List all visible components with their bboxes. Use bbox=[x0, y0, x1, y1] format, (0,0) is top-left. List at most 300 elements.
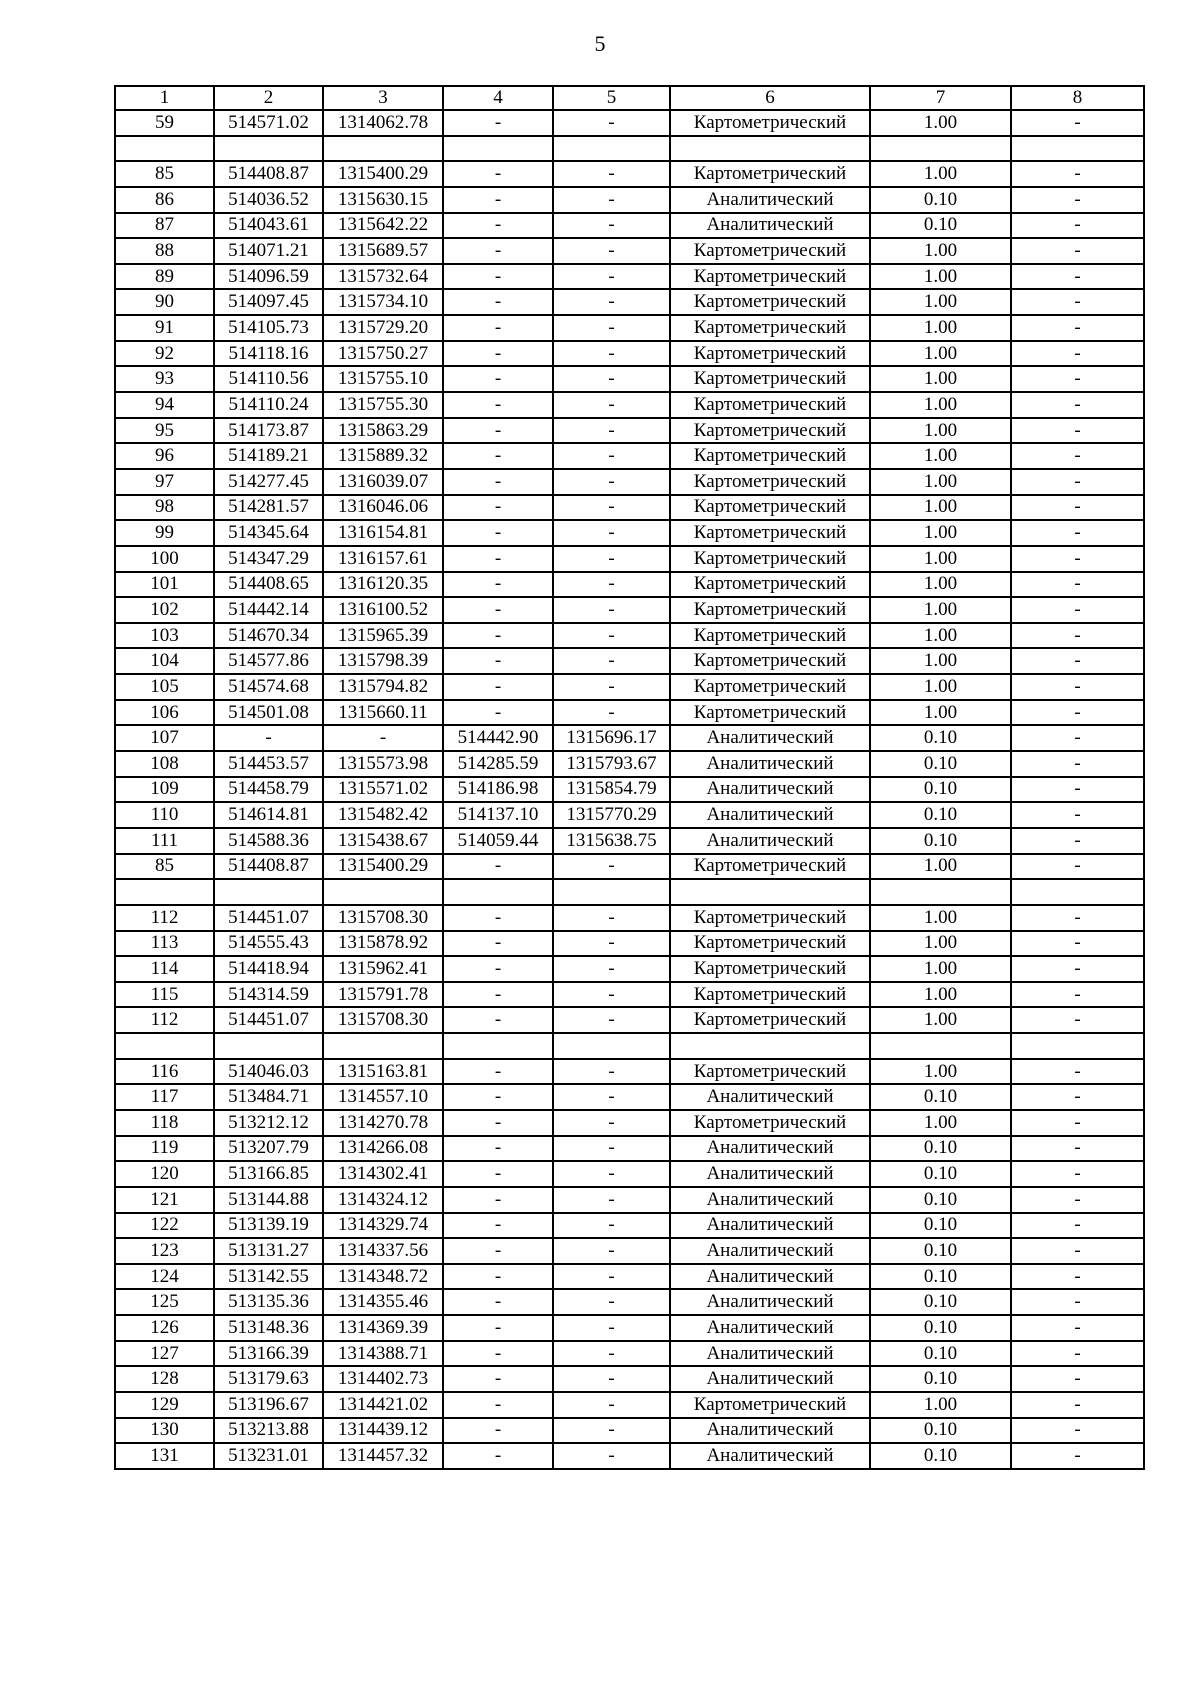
y-coordinate-cell: 1314270.78 bbox=[323, 1110, 443, 1136]
accuracy-cell: 0.10 bbox=[870, 1341, 1011, 1367]
table-row bbox=[115, 1084, 1144, 1110]
y-coordinate-cell: 1315791.78 bbox=[323, 982, 443, 1008]
x-coordinate-cell: 514453.57 bbox=[214, 751, 323, 777]
y-new-coordinate-cell: - bbox=[553, 238, 670, 264]
table-row bbox=[115, 777, 1144, 803]
table-row bbox=[115, 110, 1144, 136]
point-number-cell: 122 bbox=[115, 1213, 214, 1239]
method-cell: Картометрический bbox=[670, 1392, 870, 1418]
y-coordinate-cell: - bbox=[323, 725, 443, 751]
x-coordinate-cell bbox=[214, 1033, 323, 1059]
y-coordinate-cell: 1314329.74 bbox=[323, 1213, 443, 1239]
x-new-coordinate-cell: - bbox=[443, 1366, 553, 1392]
description-cell: - bbox=[1011, 854, 1144, 880]
y-coordinate-cell: 1315729.20 bbox=[323, 315, 443, 341]
description-cell: - bbox=[1011, 674, 1144, 700]
table-row bbox=[115, 1264, 1144, 1290]
description-cell: - bbox=[1011, 341, 1144, 367]
x-coordinate-cell: 514501.08 bbox=[214, 700, 323, 726]
y-new-coordinate-cell: - bbox=[553, 905, 670, 931]
accuracy-cell: 1.00 bbox=[870, 495, 1011, 521]
table-row bbox=[115, 648, 1144, 674]
description-cell: - bbox=[1011, 1341, 1144, 1367]
x-coordinate-cell: 514097.45 bbox=[214, 289, 323, 315]
accuracy-cell: 1.00 bbox=[870, 572, 1011, 598]
table-row bbox=[115, 1341, 1144, 1367]
x-coordinate-cell: 514614.81 bbox=[214, 802, 323, 828]
x-new-coordinate-cell: - bbox=[443, 648, 553, 674]
description-cell bbox=[1011, 1033, 1144, 1059]
point-number-cell: 109 bbox=[115, 777, 214, 803]
x-coordinate-cell: 514670.34 bbox=[214, 623, 323, 649]
y-new-coordinate-cell: - bbox=[553, 931, 670, 957]
description-cell: - bbox=[1011, 597, 1144, 623]
point-number-cell: 111 bbox=[115, 828, 214, 854]
point-number-cell: 115 bbox=[115, 982, 214, 1008]
x-new-coordinate-cell: - bbox=[443, 264, 553, 290]
method-cell: Аналитический bbox=[670, 1136, 870, 1162]
y-new-coordinate-cell bbox=[553, 136, 670, 162]
accuracy-cell: 1.00 bbox=[870, 648, 1011, 674]
y-coordinate-cell: 1315734.10 bbox=[323, 289, 443, 315]
point-number-cell: 131 bbox=[115, 1443, 214, 1469]
method-cell: Картометрический bbox=[670, 520, 870, 546]
y-coordinate-cell: 1314388.71 bbox=[323, 1341, 443, 1367]
header-row bbox=[115, 86, 1144, 110]
y-coordinate-cell: 1314421.02 bbox=[323, 1392, 443, 1418]
x-coordinate-cell: 514408.87 bbox=[214, 854, 323, 880]
method-cell: Картометрический bbox=[670, 418, 870, 444]
description-cell: - bbox=[1011, 161, 1144, 187]
y-new-coordinate-cell: - bbox=[553, 1392, 670, 1418]
y-coordinate-cell: 1314355.46 bbox=[323, 1289, 443, 1315]
x-new-coordinate-cell: - bbox=[443, 289, 553, 315]
x-coordinate-cell: 514118.16 bbox=[214, 341, 323, 367]
method-cell: Аналитический bbox=[670, 187, 870, 213]
point-number-cell: 85 bbox=[115, 161, 214, 187]
y-new-coordinate-cell: - bbox=[553, 341, 670, 367]
x-coordinate-cell: 513213.88 bbox=[214, 1418, 323, 1444]
y-coordinate-cell: 1315732.64 bbox=[323, 264, 443, 290]
description-cell: - bbox=[1011, 213, 1144, 239]
accuracy-cell: 1.00 bbox=[870, 700, 1011, 726]
description-cell: - bbox=[1011, 1059, 1144, 1085]
x-new-coordinate-cell: - bbox=[443, 1187, 553, 1213]
x-coordinate-cell: 513142.55 bbox=[214, 1264, 323, 1290]
y-new-coordinate-cell: - bbox=[553, 392, 670, 418]
y-coordinate-cell: 1315794.82 bbox=[323, 674, 443, 700]
y-coordinate-cell bbox=[323, 1033, 443, 1059]
x-new-coordinate-cell: 514442.90 bbox=[443, 725, 553, 751]
x-new-coordinate-cell: - bbox=[443, 597, 553, 623]
table-row bbox=[115, 597, 1144, 623]
table-row bbox=[115, 1033, 1144, 1059]
y-new-coordinate-cell: - bbox=[553, 1443, 670, 1469]
description-cell: - bbox=[1011, 546, 1144, 572]
accuracy-cell: 1.00 bbox=[870, 1007, 1011, 1033]
x-new-coordinate-cell: - bbox=[443, 392, 553, 418]
y-new-coordinate-cell: - bbox=[553, 418, 670, 444]
accuracy-cell: 0.10 bbox=[870, 802, 1011, 828]
accuracy-cell: 0.10 bbox=[870, 1289, 1011, 1315]
y-new-coordinate-cell: - bbox=[553, 956, 670, 982]
y-coordinate-cell: 1315798.39 bbox=[323, 648, 443, 674]
point-number-cell: 126 bbox=[115, 1315, 214, 1341]
point-number-cell: 94 bbox=[115, 392, 214, 418]
point-number-cell: 59 bbox=[115, 110, 214, 136]
x-coordinate-cell: 514189.21 bbox=[214, 443, 323, 469]
y-coordinate-cell: 1315863.29 bbox=[323, 418, 443, 444]
point-number-cell: 117 bbox=[115, 1084, 214, 1110]
method-cell bbox=[670, 136, 870, 162]
point-number-cell bbox=[115, 136, 214, 162]
accuracy-cell: 1.00 bbox=[870, 1110, 1011, 1136]
method-cell: Картометрический bbox=[670, 700, 870, 726]
table-row bbox=[115, 1213, 1144, 1239]
description-cell: - bbox=[1011, 1187, 1144, 1213]
description-cell: - bbox=[1011, 982, 1144, 1008]
table-row bbox=[115, 572, 1144, 598]
x-new-coordinate-cell: - bbox=[443, 238, 553, 264]
x-coordinate-cell: 514588.36 bbox=[214, 828, 323, 854]
y-new-coordinate-cell: - bbox=[553, 546, 670, 572]
description-cell: - bbox=[1011, 418, 1144, 444]
x-coordinate-cell: 514442.14 bbox=[214, 597, 323, 623]
x-new-coordinate-cell: - bbox=[443, 931, 553, 957]
x-coordinate-cell: 514046.03 bbox=[214, 1059, 323, 1085]
description-cell: - bbox=[1011, 777, 1144, 803]
description-cell: - bbox=[1011, 469, 1144, 495]
accuracy-cell: 0.10 bbox=[870, 777, 1011, 803]
x-new-coordinate-cell: - bbox=[443, 1315, 553, 1341]
table-row bbox=[115, 751, 1144, 777]
point-number-cell: 120 bbox=[115, 1161, 214, 1187]
column-header: 3 bbox=[323, 86, 443, 110]
accuracy-cell: 0.10 bbox=[870, 725, 1011, 751]
y-coordinate-cell: 1315400.29 bbox=[323, 161, 443, 187]
point-number-cell: 124 bbox=[115, 1264, 214, 1290]
table-row bbox=[115, 1136, 1144, 1162]
accuracy-cell bbox=[870, 136, 1011, 162]
y-new-coordinate-cell: - bbox=[553, 1084, 670, 1110]
x-new-coordinate-cell bbox=[443, 136, 553, 162]
y-new-coordinate-cell: - bbox=[553, 597, 670, 623]
y-new-coordinate-cell: - bbox=[553, 469, 670, 495]
y-coordinate-cell: 1314337.56 bbox=[323, 1238, 443, 1264]
y-new-coordinate-cell: - bbox=[553, 854, 670, 880]
y-new-coordinate-cell: - bbox=[553, 700, 670, 726]
table-row bbox=[115, 931, 1144, 957]
y-coordinate-cell: 1314302.41 bbox=[323, 1161, 443, 1187]
x-coordinate-cell: 514458.79 bbox=[214, 777, 323, 803]
point-number-cell: 130 bbox=[115, 1418, 214, 1444]
x-new-coordinate-cell: - bbox=[443, 1392, 553, 1418]
table-row bbox=[115, 289, 1144, 315]
method-cell: Картометрический bbox=[670, 161, 870, 187]
table-row bbox=[115, 546, 1144, 572]
accuracy-cell: 0.10 bbox=[870, 1238, 1011, 1264]
y-coordinate-cell: 1316046.06 bbox=[323, 495, 443, 521]
method-cell: Картометрический bbox=[670, 546, 870, 572]
accuracy-cell: 1.00 bbox=[870, 289, 1011, 315]
point-number-cell bbox=[115, 879, 214, 905]
y-coordinate-cell: 1314402.73 bbox=[323, 1366, 443, 1392]
description-cell bbox=[1011, 136, 1144, 162]
y-new-coordinate-cell: - bbox=[553, 187, 670, 213]
y-new-coordinate-cell: - bbox=[553, 110, 670, 136]
description-cell: - bbox=[1011, 725, 1144, 751]
point-number-cell: 116 bbox=[115, 1059, 214, 1085]
x-new-coordinate-cell: - bbox=[443, 1443, 553, 1469]
y-coordinate-cell bbox=[323, 136, 443, 162]
x-coordinate-cell: 514071.21 bbox=[214, 238, 323, 264]
y-new-coordinate-cell: - bbox=[553, 161, 670, 187]
y-new-coordinate-cell: - bbox=[553, 495, 670, 521]
y-coordinate-cell: 1315400.29 bbox=[323, 854, 443, 880]
table-row bbox=[115, 1392, 1144, 1418]
method-cell: Аналитический bbox=[670, 1418, 870, 1444]
accuracy-cell: 0.10 bbox=[870, 1136, 1011, 1162]
method-cell: Картометрический bbox=[670, 648, 870, 674]
method-cell: Аналитический bbox=[670, 1264, 870, 1290]
description-cell: - bbox=[1011, 1007, 1144, 1033]
method-cell: Картометрический bbox=[670, 341, 870, 367]
x-new-coordinate-cell bbox=[443, 879, 553, 905]
method-cell: Картометрический bbox=[670, 366, 870, 392]
point-number-cell: 85 bbox=[115, 854, 214, 880]
point-number-cell: 121 bbox=[115, 1187, 214, 1213]
point-number-cell: 91 bbox=[115, 315, 214, 341]
accuracy-cell: 0.10 bbox=[870, 1213, 1011, 1239]
x-new-coordinate-cell: - bbox=[443, 1341, 553, 1367]
point-number-cell: 88 bbox=[115, 238, 214, 264]
x-new-coordinate-cell: - bbox=[443, 572, 553, 598]
y-new-coordinate-cell bbox=[553, 1033, 670, 1059]
point-number-cell: 90 bbox=[115, 289, 214, 315]
method-cell: Картометрический bbox=[670, 392, 870, 418]
description-cell: - bbox=[1011, 1238, 1144, 1264]
y-coordinate-cell: 1316100.52 bbox=[323, 597, 443, 623]
table-row bbox=[115, 1187, 1144, 1213]
x-coordinate-cell: 513148.36 bbox=[214, 1315, 323, 1341]
point-number-cell: 123 bbox=[115, 1238, 214, 1264]
x-new-coordinate-cell: - bbox=[443, 1136, 553, 1162]
y-coordinate-cell: 1315708.30 bbox=[323, 1007, 443, 1033]
description-cell: - bbox=[1011, 392, 1144, 418]
y-coordinate-cell: 1315438.67 bbox=[323, 828, 443, 854]
x-coordinate-cell: 514043.61 bbox=[214, 213, 323, 239]
y-coordinate-cell: 1316039.07 bbox=[323, 469, 443, 495]
y-new-coordinate-cell: - bbox=[553, 674, 670, 700]
point-number-cell: 106 bbox=[115, 700, 214, 726]
accuracy-cell: 1.00 bbox=[870, 931, 1011, 957]
accuracy-cell: 1.00 bbox=[870, 905, 1011, 931]
method-cell: Картометрический bbox=[670, 597, 870, 623]
description-cell: - bbox=[1011, 1392, 1144, 1418]
method-cell: Картометрический bbox=[670, 238, 870, 264]
x-coordinate-cell: 514277.45 bbox=[214, 469, 323, 495]
page-number: 5 bbox=[594, 31, 606, 56]
y-new-coordinate-cell: 1315854.79 bbox=[553, 777, 670, 803]
point-number-cell: 87 bbox=[115, 213, 214, 239]
method-cell: Картометрический bbox=[670, 315, 870, 341]
x-new-coordinate-cell: - bbox=[443, 1238, 553, 1264]
point-number-cell: 92 bbox=[115, 341, 214, 367]
accuracy-cell: 1.00 bbox=[870, 443, 1011, 469]
x-new-coordinate-cell: - bbox=[443, 366, 553, 392]
accuracy-cell: 0.10 bbox=[870, 1264, 1011, 1290]
method-cell: Аналитический bbox=[670, 1213, 870, 1239]
accuracy-cell: 0.10 bbox=[870, 1161, 1011, 1187]
accuracy-cell: 0.10 bbox=[870, 828, 1011, 854]
column-header: 5 bbox=[553, 86, 670, 110]
table-row bbox=[115, 1315, 1144, 1341]
x-coordinate-cell: 514096.59 bbox=[214, 264, 323, 290]
y-coordinate-cell: 1315708.30 bbox=[323, 905, 443, 931]
table-row bbox=[115, 982, 1144, 1008]
y-new-coordinate-cell: - bbox=[553, 289, 670, 315]
x-coordinate-cell bbox=[214, 136, 323, 162]
y-new-coordinate-cell: - bbox=[553, 1238, 670, 1264]
method-cell: Аналитический bbox=[670, 1161, 870, 1187]
table-row bbox=[115, 443, 1144, 469]
x-coordinate-cell: 514451.07 bbox=[214, 1007, 323, 1033]
table-row bbox=[115, 392, 1144, 418]
y-coordinate-cell: 1315630.15 bbox=[323, 187, 443, 213]
description-cell: - bbox=[1011, 366, 1144, 392]
x-new-coordinate-cell: - bbox=[443, 110, 553, 136]
y-coordinate-cell: 1315755.10 bbox=[323, 366, 443, 392]
method-cell: Картометрический bbox=[670, 469, 870, 495]
description-cell: - bbox=[1011, 1366, 1144, 1392]
y-coordinate-cell: 1316120.35 bbox=[323, 572, 443, 598]
x-coordinate-cell: 513484.71 bbox=[214, 1084, 323, 1110]
x-new-coordinate-cell: - bbox=[443, 187, 553, 213]
method-cell: Картометрический bbox=[670, 572, 870, 598]
method-cell: Аналитический bbox=[670, 828, 870, 854]
accuracy-cell: 1.00 bbox=[870, 854, 1011, 880]
x-coordinate-cell: 514555.43 bbox=[214, 931, 323, 957]
table-row bbox=[115, 956, 1144, 982]
x-new-coordinate-cell: - bbox=[443, 443, 553, 469]
description-cell: - bbox=[1011, 1084, 1144, 1110]
description-cell: - bbox=[1011, 751, 1144, 777]
description-cell: - bbox=[1011, 1315, 1144, 1341]
y-coordinate-cell: 1314369.39 bbox=[323, 1315, 443, 1341]
accuracy-cell: 1.00 bbox=[870, 110, 1011, 136]
method-cell: Аналитический bbox=[670, 1289, 870, 1315]
table-row bbox=[115, 315, 1144, 341]
description-cell: - bbox=[1011, 931, 1144, 957]
description-cell: - bbox=[1011, 1443, 1144, 1469]
method-cell: Картометрический bbox=[670, 495, 870, 521]
x-new-coordinate-cell: 514186.98 bbox=[443, 777, 553, 803]
method-cell: Картометрический bbox=[670, 110, 870, 136]
x-coordinate-cell: 513131.27 bbox=[214, 1238, 323, 1264]
x-new-coordinate-cell: - bbox=[443, 315, 553, 341]
accuracy-cell: 0.10 bbox=[870, 1418, 1011, 1444]
x-new-coordinate-cell: - bbox=[443, 520, 553, 546]
y-coordinate-cell: 1315889.32 bbox=[323, 443, 443, 469]
x-new-coordinate-cell: - bbox=[443, 495, 553, 521]
column-header: 8 bbox=[1011, 86, 1144, 110]
description-cell: - bbox=[1011, 1264, 1144, 1290]
y-new-coordinate-cell bbox=[553, 879, 670, 905]
description-cell: - bbox=[1011, 648, 1144, 674]
y-coordinate-cell: 1316157.61 bbox=[323, 546, 443, 572]
point-number-cell: 114 bbox=[115, 956, 214, 982]
y-coordinate-cell: 1315755.30 bbox=[323, 392, 443, 418]
description-cell bbox=[1011, 879, 1144, 905]
table-row bbox=[115, 725, 1144, 751]
y-coordinate-cell: 1315573.98 bbox=[323, 751, 443, 777]
x-new-coordinate-cell: - bbox=[443, 1418, 553, 1444]
method-cell: Аналитический bbox=[670, 777, 870, 803]
y-coordinate-cell bbox=[323, 879, 443, 905]
x-new-coordinate-cell: - bbox=[443, 546, 553, 572]
method-cell: Картометрический bbox=[670, 956, 870, 982]
description-cell: - bbox=[1011, 828, 1144, 854]
accuracy-cell: 0.10 bbox=[870, 1187, 1011, 1213]
x-new-coordinate-cell: 514137.10 bbox=[443, 802, 553, 828]
x-coordinate-cell: 513144.88 bbox=[214, 1187, 323, 1213]
accuracy-cell: 1.00 bbox=[870, 392, 1011, 418]
x-new-coordinate-cell bbox=[443, 1033, 553, 1059]
method-cell: Аналитический bbox=[670, 725, 870, 751]
x-new-coordinate-cell: 514285.59 bbox=[443, 751, 553, 777]
table-row bbox=[115, 1007, 1144, 1033]
x-coordinate-cell: 513179.63 bbox=[214, 1366, 323, 1392]
table-row bbox=[115, 1443, 1144, 1469]
table-row bbox=[115, 238, 1144, 264]
x-new-coordinate-cell: - bbox=[443, 674, 553, 700]
x-coordinate-cell: 514345.64 bbox=[214, 520, 323, 546]
x-new-coordinate-cell: - bbox=[443, 700, 553, 726]
accuracy-cell: 1.00 bbox=[870, 520, 1011, 546]
x-new-coordinate-cell: - bbox=[443, 1213, 553, 1239]
description-cell: - bbox=[1011, 802, 1144, 828]
x-new-coordinate-cell: - bbox=[443, 1161, 553, 1187]
y-coordinate-cell: 1315482.42 bbox=[323, 802, 443, 828]
x-coordinate-cell: 514173.87 bbox=[214, 418, 323, 444]
x-coordinate-cell: 513196.67 bbox=[214, 1392, 323, 1418]
x-coordinate-cell: 513207.79 bbox=[214, 1136, 323, 1162]
table-row bbox=[115, 341, 1144, 367]
y-new-coordinate-cell: - bbox=[553, 1366, 670, 1392]
description-cell: - bbox=[1011, 700, 1144, 726]
x-coordinate-cell: 514110.56 bbox=[214, 366, 323, 392]
description-cell: - bbox=[1011, 572, 1144, 598]
method-cell: Картометрический bbox=[670, 264, 870, 290]
x-coordinate-cell: 513166.85 bbox=[214, 1161, 323, 1187]
table-row bbox=[115, 469, 1144, 495]
accuracy-cell: 0.10 bbox=[870, 1366, 1011, 1392]
accuracy-cell bbox=[870, 1033, 1011, 1059]
method-cell: Аналитический bbox=[670, 1187, 870, 1213]
y-coordinate-cell: 1315660.11 bbox=[323, 700, 443, 726]
description-cell: - bbox=[1011, 238, 1144, 264]
table-row bbox=[115, 1289, 1144, 1315]
table-row bbox=[115, 264, 1144, 290]
point-number-cell: 104 bbox=[115, 648, 214, 674]
y-coordinate-cell: 1314266.08 bbox=[323, 1136, 443, 1162]
x-coordinate-cell: 514408.65 bbox=[214, 572, 323, 598]
y-new-coordinate-cell: - bbox=[553, 648, 670, 674]
accuracy-cell: 0.10 bbox=[870, 187, 1011, 213]
y-coordinate-cell: 1315962.41 bbox=[323, 956, 443, 982]
table-body bbox=[115, 86, 1144, 1469]
y-new-coordinate-cell: - bbox=[553, 1315, 670, 1341]
